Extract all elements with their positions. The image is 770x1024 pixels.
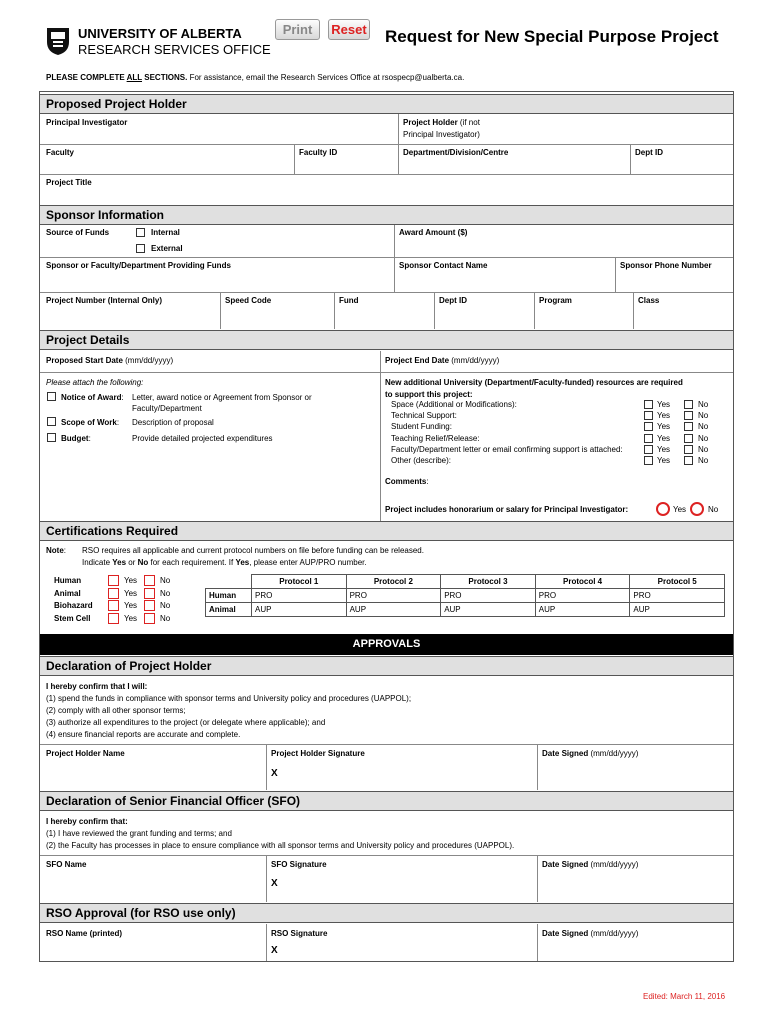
protocol-header: Protocol 1 [252, 575, 347, 589]
resource-yes-label: Yes [657, 444, 671, 454]
pro-field[interactable]: PRO [630, 589, 725, 603]
requirement-no-checkbox[interactable] [144, 600, 155, 611]
scope-of-work-label: Scope of Work: [61, 418, 120, 427]
holder-signature-label: Project Holder Signature [271, 749, 365, 758]
external-checkbox[interactable] [136, 244, 145, 253]
request-form [39, 91, 734, 962]
declaration-intro: I hereby confirm that I will: [46, 682, 148, 691]
requirement-yes-checkbox[interactable] [108, 600, 119, 611]
protocol-header: Protocol 2 [346, 575, 441, 589]
section-declaration: Declaration of Project Holder [40, 656, 733, 676]
scope-of-work-checkbox[interactable] [47, 417, 56, 426]
resource-yes-checkbox[interactable] [644, 400, 653, 409]
university-crest-icon [45, 26, 71, 56]
resource-label: Technical Support: [391, 411, 457, 421]
requirement-yes-checkbox[interactable] [108, 575, 119, 586]
sponsor-phone-label: Sponsor Phone Number [620, 261, 712, 270]
aup-field[interactable]: AUP [441, 603, 536, 617]
project-number-label: Project Number (Internal Only) [46, 296, 163, 305]
requirement-yes-checkbox[interactable] [108, 613, 119, 624]
resource-yes-checkbox[interactable] [644, 434, 653, 443]
requirement-yes-label: Yes [124, 613, 138, 623]
resource-no-label: No [698, 444, 709, 454]
pro-field[interactable]: PRO [346, 589, 441, 603]
reset-button[interactable]: Reset [328, 19, 370, 40]
project-title-label: Project Title [46, 178, 92, 187]
requirement-yes-checkbox[interactable] [108, 588, 119, 599]
protocol-header: Protocol 5 [630, 575, 725, 589]
declaration-item: (2) comply with all other sponsor terms; [46, 706, 186, 715]
declaration-item: (4) ensure financial reports are accurate and complete. [46, 730, 241, 739]
section-rso: RSO Approval (for RSO use only) [40, 903, 733, 923]
protocol-header: Protocol 4 [535, 575, 630, 589]
holder-name-label: Project Holder Name [46, 749, 125, 758]
requirement-label: Biohazard [54, 601, 93, 610]
rso-signature-label: RSO Signature [271, 929, 328, 938]
notice-of-award-desc-2: Faculty/Department [132, 404, 202, 413]
requirement-yes-label: Yes [124, 588, 138, 598]
resource-no-label: No [698, 456, 709, 465]
requirement-no-label: No [160, 613, 171, 623]
requirement-label: Human [54, 576, 82, 585]
sponsor-providing-funds-label: Sponsor or Faculty/Department Providing Funds [46, 261, 231, 270]
holder-date-label: Date Signed (mm/dd/yyyy) [542, 749, 639, 758]
resource-no-checkbox[interactable] [684, 456, 693, 465]
resource-yes-label: Yes [657, 400, 671, 409]
resource-no-checkbox[interactable] [684, 434, 693, 443]
sponsor-dept-id-label: Dept ID [439, 296, 467, 305]
section-sfo: Declaration of Senior Financial Officer (SFO) [40, 791, 733, 811]
resource-no-checkbox[interactable] [684, 411, 693, 420]
notice-of-award-label: Notice of Award: [61, 393, 124, 402]
dept-id-label: Dept ID [635, 148, 663, 157]
budget-label: Budget: [61, 434, 91, 443]
award-amount-label: Award Amount ($) [399, 228, 468, 237]
resource-label: Faculty/Department letter or email confirming support is attached: [391, 444, 623, 454]
start-date-label: Proposed Start Date (mm/dd/yyyy) [46, 356, 174, 365]
resource-label: Student Funding: [391, 422, 452, 432]
instructions: PLEASE COMPLETE ALL SECTIONS. For assistance, email the Research Services Office at rsospecp@ualberta.ca. [46, 73, 465, 82]
resources-heading: New additional University (Department/Faculty-funded) resources are required [385, 378, 683, 387]
cert-note-line1: RSO requires all applicable and current protocol numbers on file before funding can be released. [82, 546, 424, 555]
resource-no-label: No [698, 422, 709, 432]
internal-label: Internal [151, 228, 180, 237]
resource-no-label: No [698, 411, 709, 421]
university-name: UNIVERSITY OF ALBERTA [78, 26, 242, 41]
resource-no-label: No [698, 433, 709, 443]
section-sponsor: Sponsor Information [40, 205, 733, 225]
honorarium-yes-label: Yes [673, 505, 687, 514]
aup-field[interactable]: AUP [346, 603, 441, 617]
resource-label: Space (Additional or Modifications): [391, 400, 517, 409]
pro-field[interactable]: PRO [441, 589, 536, 603]
resource-yes-checkbox[interactable] [644, 445, 653, 454]
requirement-yes-label: Yes [124, 601, 138, 610]
program-label: Program [539, 296, 572, 305]
declaration-item: (1) spend the funds in compliance with sponsor terms and University policy and procedures (UAPPOL); [46, 694, 412, 703]
budget-desc: Provide detailed projected expenditures [132, 434, 273, 443]
cert-note: Note: [46, 546, 67, 555]
section-certifications: Certifications Required [40, 521, 733, 541]
resource-yes-label: Yes [657, 456, 671, 465]
rso-signature-mark[interactable]: X [271, 945, 278, 956]
resources-heading-2: to support this project: [385, 390, 473, 399]
resource-label: Other (describe): [391, 456, 452, 465]
protocol-table [205, 574, 725, 617]
resource-no-checkbox[interactable] [684, 422, 693, 431]
budget-checkbox[interactable] [47, 433, 56, 442]
class-label: Class [638, 296, 660, 305]
cert-note-line2: Indicate Yes or No for each requirement. If Yes, please enter AUP/PRO number. [82, 558, 367, 567]
honorarium-no-label: No [708, 505, 719, 514]
department-label: Department/Division/Centre [403, 148, 509, 157]
attach-instructions: Please attach the following: [46, 378, 144, 387]
approvals-banner: APPROVALS [40, 634, 733, 655]
honorarium-label: Project includes honorarium or salary for Principal Investigator: [385, 505, 629, 514]
pi-label: Principal Investigator [46, 118, 128, 127]
resource-no-label: No [698, 400, 709, 409]
resource-no-checkbox[interactable] [684, 400, 693, 409]
requirement-no-checkbox[interactable] [144, 575, 155, 586]
section-project-details: Project Details [40, 330, 733, 350]
print-button[interactable]: Print [275, 19, 320, 40]
scope-of-work-desc: Description of proposal [132, 418, 214, 427]
resource-yes-label: Yes [657, 422, 671, 432]
sfo-signature-label: SFO Signature [271, 860, 327, 869]
sfo-item: (2) the Faculty has processes in place to ensure compliance with all sponsor terms and University policy and procedures (UAPPOL). [46, 841, 515, 850]
source-of-funds-label: Source of Funds [46, 228, 110, 237]
project-holder-label: Project Holder (if not [403, 118, 480, 127]
rso-name-label: RSO Name (printed) [46, 929, 123, 938]
requirement-label: Stem Cell [54, 613, 91, 623]
requirement-no-checkbox[interactable] [144, 588, 155, 599]
holder-signature-mark[interactable]: X [271, 768, 278, 779]
speed-code-label: Speed Code [225, 296, 272, 305]
faculty-id-label: Faculty ID [299, 148, 338, 157]
project-holder-note: Principal Investigator) [403, 130, 480, 139]
sfo-name-label: SFO Name [46, 860, 87, 869]
resource-no-checkbox[interactable] [684, 445, 693, 454]
requirement-no-label: No [160, 588, 171, 598]
requirement-yes-label: Yes [124, 576, 138, 585]
internal-checkbox[interactable] [136, 228, 145, 237]
resource-yes-label: Yes [657, 433, 671, 443]
sponsor-contact-label: Sponsor Contact Name [399, 261, 488, 270]
resource-yes-checkbox[interactable] [644, 422, 653, 431]
aup-field[interactable]: AUP [535, 603, 630, 617]
honorarium-yes-radio[interactable] [656, 502, 670, 516]
honorarium-no-radio[interactable] [690, 502, 704, 516]
pro-field[interactable]: PRO [252, 589, 347, 603]
sfo-intro: I hereby confirm that: [46, 817, 128, 826]
faculty-label: Faculty [46, 148, 75, 157]
declaration-item: (3) authorize all expenditures to the project (or delegate where applicable); and [46, 718, 326, 727]
resource-yes-checkbox[interactable] [644, 456, 653, 465]
requirement-no-checkbox[interactable] [144, 613, 155, 624]
edited-date: Edited: March 11, 2016 [643, 992, 726, 1001]
resource-yes-checkbox[interactable] [644, 411, 653, 420]
notice-of-award-checkbox[interactable] [47, 392, 56, 401]
fund-label: Fund [339, 296, 359, 305]
requirement-label: Animal [54, 588, 81, 598]
protocol-header: Protocol 3 [441, 575, 536, 589]
page-title: Request for New Special Purpose Project [385, 27, 719, 46]
external-label: External [151, 244, 183, 253]
human-row-label: Human [206, 589, 252, 603]
end-date-label: Project End Date (mm/dd/yyyy) [385, 356, 500, 365]
resource-label: Teaching Relief/Release: [391, 433, 480, 443]
animal-row-label: Animal [206, 603, 252, 617]
sfo-signature-mark[interactable]: X [271, 878, 278, 889]
requirement-no-label: No [160, 576, 171, 585]
pro-field[interactable]: PRO [535, 589, 630, 603]
aup-field[interactable]: AUP [252, 603, 347, 617]
rso-date-label: Date Signed (mm/dd/yyyy) [542, 929, 639, 938]
office-name: RESEARCH SERVICES OFFICE [78, 42, 271, 57]
section-project-holder: Proposed Project Holder [40, 94, 733, 114]
sfo-item: (1) I have reviewed the grant funding and terms; and [46, 829, 232, 838]
notice-of-award-desc: Letter, award notice or Agreement from Sponsor or [132, 393, 312, 402]
aup-field[interactable]: AUP [630, 603, 725, 617]
sfo-date-label: Date Signed (mm/dd/yyyy) [542, 860, 639, 869]
resource-yes-label: Yes [657, 411, 671, 421]
comments-label: Comments: [385, 477, 429, 486]
requirement-no-label: No [160, 601, 171, 610]
